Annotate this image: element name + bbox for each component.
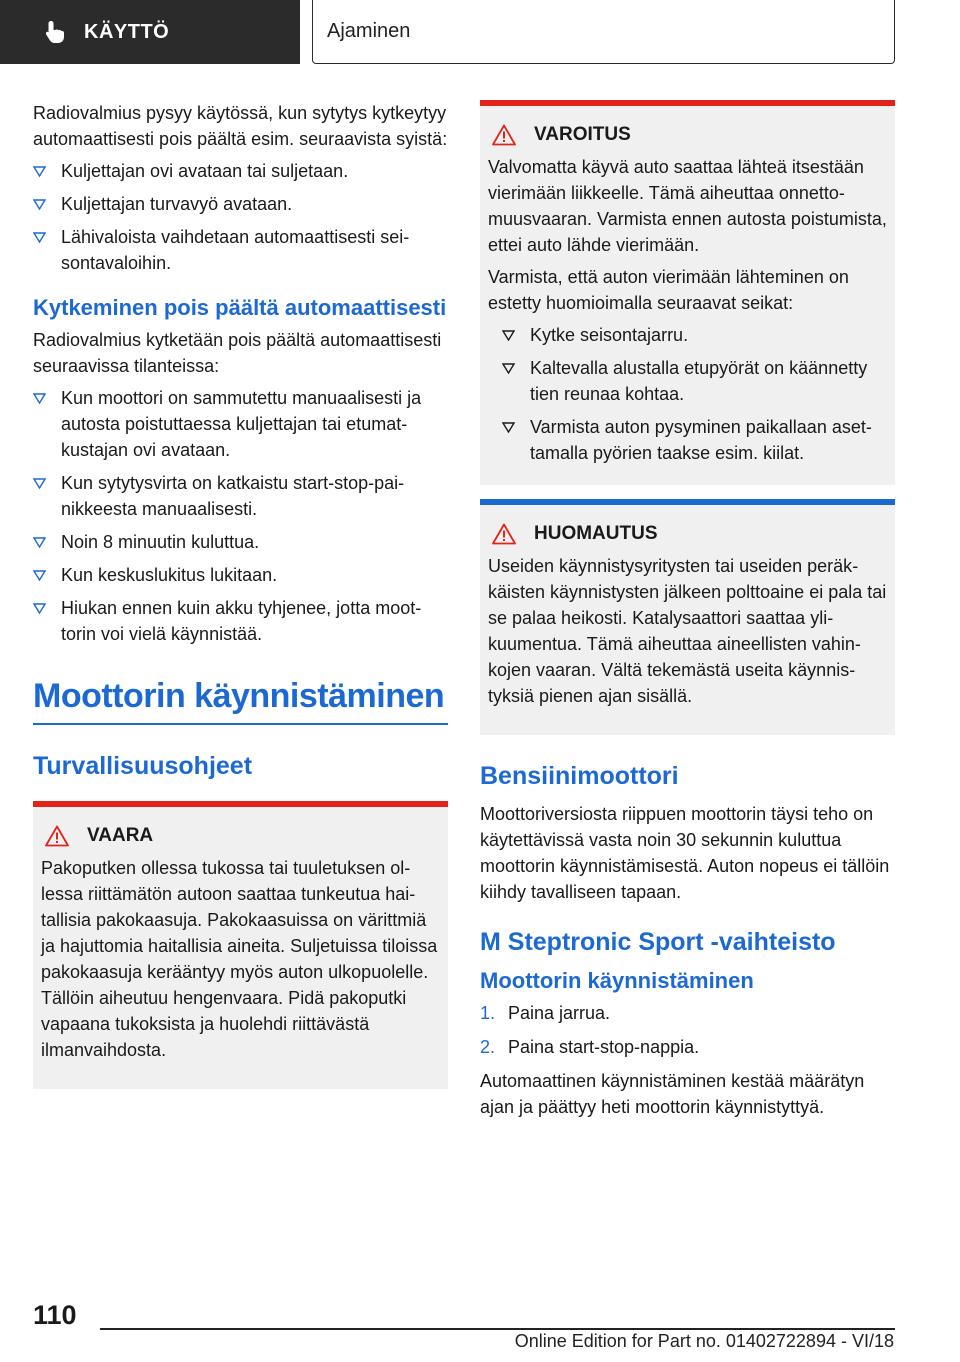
steptronic-heading: M Steptronic Sport -vaihteisto — [480, 928, 836, 956]
triangle-bullet-icon — [502, 422, 515, 433]
danger-title: VAARA — [87, 825, 154, 846]
notice-title: HUOMAUTUS — [534, 523, 658, 544]
start-heading: Moottorin käynnistäminen — [480, 968, 754, 993]
warning-triangle-icon — [492, 523, 516, 545]
start-steps-list — [480, 1000, 895, 1060]
danger-text: Pakoputken ollessa tukossa tai tuuletuksen ollessa riittämätön autoon saattaa tunkeutua haitallisia pakokaasuja. Pakokaasuissa on värittmiä ja hajuttomia haitallisia aineita. Suljetuissa tiloissa pakokaasuja kerääntyy myös auton ulkopuolelle. Tällöin aiheutuu hengenvaara. Pidä pakoputki vapaana tukoksista ja huolehdi riittävästä ilmanvaihdosta. — [41, 858, 438, 1060]
triangle-bullet-icon — [33, 478, 46, 489]
list-item — [33, 224, 448, 276]
notice-title-row — [488, 523, 887, 545]
triangle-bullet-icon — [33, 199, 46, 210]
section-header-label: Ajaminen — [327, 20, 411, 42]
list-item-text: Kun keskuslukitus lukitaan. — [61, 565, 278, 585]
notice-box — [480, 499, 895, 735]
section-header — [312, 0, 895, 64]
triangle-bullet-icon — [33, 232, 46, 243]
list-item-text: Varmista auton pysyminen paikallaan asettamalla pyörien taakse esim. kiilat. — [530, 417, 872, 463]
list-item-text: Kun moottori on sammutettu manuaalisesti ja autosta poistuttaessa kuljettajan tai etumatkustajan ovi avataan. — [61, 388, 422, 460]
subheading-auto-off: Kytkeminen pois päältä automaattisesti — [33, 295, 447, 320]
triangle-bullet-icon — [33, 166, 46, 177]
chapter-tab[interactable] — [0, 0, 300, 64]
warning-title: VAROITUS — [534, 124, 631, 145]
step-text: Paina jarrua. — [508, 1003, 611, 1023]
warning-triangle-icon — [45, 825, 69, 847]
list-item-text: Hiukan ennen kuin akku tyhjenee, jotta moottorin voi vielä käynnistää. — [61, 598, 422, 644]
list-item — [33, 158, 448, 184]
warning-triangle-icon — [492, 124, 516, 146]
footer-edition: Online Edition for Part no. 01402722894 - VI/18 — [514, 1331, 894, 1351]
petrol-paragraph: Moottoriversiosta riippuen moottorin täysi teho on käytettävissä vasta noin 30 sekunnin kuluttua moottorin käynnistämisestä. Auton nopeus ei tällöin kiihdy tavalliseen tapaan. — [480, 804, 890, 902]
step-number: 1. — [480, 1003, 496, 1023]
notice-text: Useiden käynnistysyritysten tai useiden peräkkäisten käynnistysten jälkeen polttoaine ei pala tai se palaa heikosti. Katalysaattori saattaa ylikuumentua. Tämä aiheuttaa aineellisten vahinkojen vaaran. Vältä tekemästä useita käynnistyksiä pienen ajan sisällä. — [488, 556, 887, 706]
auto-off-paragraph: Radiovalmius kytketään pois päältä automaattisesti seuraavissa tilanteissa: — [33, 330, 442, 376]
list-item-text: Kuljettajan ovi avataan tai suljetaan. — [61, 161, 349, 181]
list-item-text: Kaltevalla alustalla etupyörät on käännetty tien reunaa kohtaa. — [530, 358, 868, 404]
danger-bar — [33, 801, 448, 807]
triangle-bullet-icon — [33, 570, 46, 581]
left-column — [33, 100, 448, 1089]
list-item — [502, 355, 887, 407]
list-item — [33, 470, 448, 522]
list-item-text: Kun sytytysvirta on katkaistu start-stop-painikkeesta manuaalisesti. — [61, 473, 405, 519]
triangle-bullet-icon — [502, 330, 515, 341]
warning-bullet-list — [488, 322, 887, 466]
step-number: 2. — [480, 1037, 496, 1057]
list-item — [502, 322, 887, 348]
closing-paragraph: Automaattinen käynnistäminen kestää määrätyn ajan ja päättyy heti moottorin käynnistyttyä. — [480, 1071, 865, 1117]
chapter-tab-label: KÄYTTÖ — [84, 20, 170, 43]
list-item-text: Kuljettajan turvavyö avataan. — [61, 194, 293, 214]
triangle-bullet-icon — [33, 537, 46, 548]
notice-bar — [480, 499, 895, 505]
warning-title-row — [488, 124, 887, 146]
right-column — [480, 100, 895, 1126]
danger-title-row — [41, 825, 440, 847]
triangle-bullet-icon — [33, 393, 46, 404]
list-item — [480, 1034, 895, 1060]
warning-bar — [480, 100, 895, 106]
list-item-text: Kytke seisontajarru. — [530, 325, 689, 345]
intro-paragraph: Radiovalmius pysyy käytössä, kun sytytys kytkeytyy automaattisesti pois päältä esim. seuraavista syistä: — [33, 103, 448, 149]
list-item — [33, 562, 448, 588]
list-item-text: Noin 8 minuutin kuluttua. — [61, 532, 260, 552]
page-number: 110 — [33, 1300, 77, 1330]
list-item — [480, 1000, 895, 1026]
danger-box — [33, 801, 448, 1089]
triangle-bullet-icon — [33, 603, 46, 614]
hand-pointer-icon — [42, 19, 68, 45]
warning-text-2: Varmista, että auton vierimään lähteminen on estetty huomioimalla seuraavat seikat: — [488, 267, 849, 313]
list-item — [33, 595, 448, 647]
main-heading: Moottorin käynnistäminen — [33, 675, 448, 725]
step-text: Paina start-stop-nappia. — [508, 1037, 700, 1057]
safety-heading: Turvallisuusohjeet — [33, 752, 253, 780]
triangle-bullet-icon — [502, 363, 515, 374]
warning-text-1: Valvomatta käyvä auto saattaa lähteä itsestään vierimään liikkeelle. Tämä aiheuttaa onnettomuusvaaran. Varmista ennen autosta poistumista, ettei auto lähde vierimään. — [488, 157, 887, 255]
auto-off-bullet-list — [33, 385, 448, 647]
list-item — [502, 414, 887, 466]
list-item — [33, 385, 448, 463]
footer-divider — [100, 1328, 895, 1330]
list-item — [33, 191, 448, 217]
list-item — [33, 529, 448, 555]
intro-bullet-list — [33, 158, 448, 276]
warning-box — [480, 100, 895, 485]
petrol-heading: Bensiinimoottori — [480, 762, 679, 790]
list-item-text: Lähivaloista vaihdetaan automaattisesti seisontavaloihin. — [61, 227, 410, 273]
